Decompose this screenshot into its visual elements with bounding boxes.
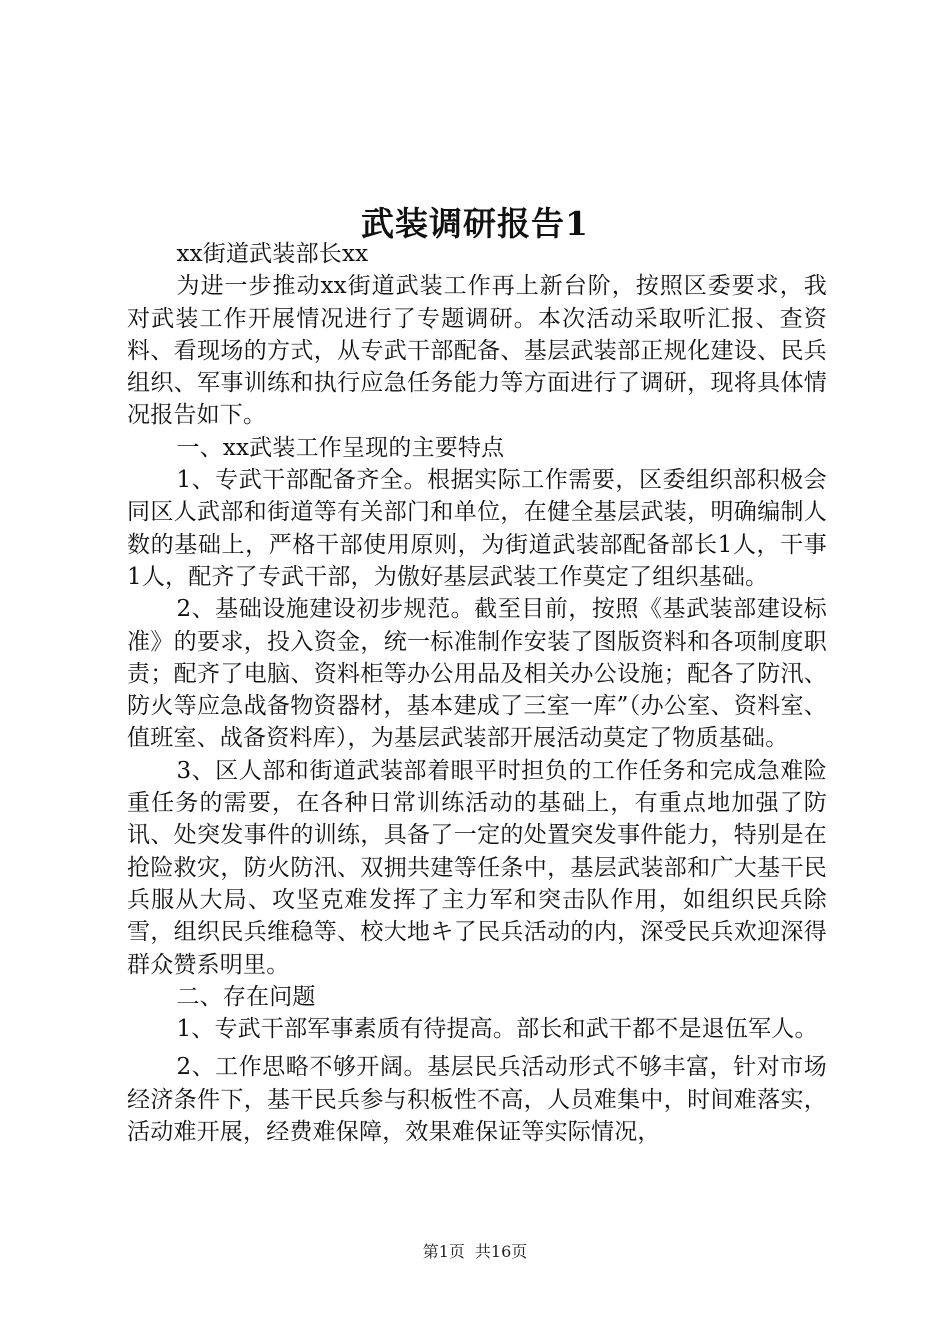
page-footer <box>0 1242 950 1261</box>
section-heading-problems: 二、存在问题 <box>176 983 316 1010</box>
section-heading-features: 一、xx武装工作呈现的主要特点 <box>176 434 505 461</box>
page-number: 第1页 <box>422 1242 465 1261</box>
document-body <box>127 238 827 1148</box>
paragraph-cadre-staffing: 1、专武干部配备齐全。根据实际工作需要，区委组织部积极会同区人武部和街道等有关部门和单位，在健全基层武装，明确编制人数的基础上，严格干部使用原则，为街道武装部配备部长1人，干事1人，配齐了专武干部，为傲好基层武装工作莫定了组织基础。 <box>127 467 827 590</box>
paragraph-emergency-training: 3、区人部和街道武装部着眼平时担负的工作任务和完成急难险重任务的需要，在各种日常训练活动的基础上，有重点地加强了防讯、处突发事件的训练，具备了一定的处置突发事件能力，特别是在抢险救灾，防火防汛、双拥共建等任条中，基层武装部和广大基干民兵服从大局、攻坚克难发挥了主力军和突击队作用，如组织民兵除雪，组织民兵维稳等、校大地キ了民兵活动的内，深受民兵欢迎深得群众赞系明里。 <box>127 757 827 978</box>
page-total: 共16页 <box>474 1242 528 1261</box>
paragraph-work-ideas: 2、工作思略不够开阔。基层民兵活动形式不够丰富，针对市场经济条件下，基干民兵参与积板性不高，人员难集中，时间难落实，活动难开展，经费难保障，效果难保证等实际情况， <box>127 1054 827 1146</box>
intro-paragraph: 为进一步推动xx街道武装工作再上新台阶，按照区委要求，我对武装工作开展情况进行了专题调研。本次活动采取听汇报、查资料、看现场的方式，从专武干部配备、基层武装部正规化建设、民兵组织、军事训练和执行应急任务能力等方面进行了调研，现将具体情况报告如下。 <box>127 273 827 429</box>
author-line: xx街道武装部长xx <box>176 241 369 267</box>
document-title: 武装调研报告1 <box>361 204 589 244</box>
paragraph-military-quality: 1、专武干部军事素质有待提高。部长和武干都不是退伍军人。 <box>176 1016 818 1043</box>
paragraph-infrastructure: 2、基础设施建设初步规范。截至目前，按照《基武装部建设标准》的要求，投入资金，统一标准制作安装了图版资料和各项制度职责；配齐了电脑、资料柜等办公用品及相关办公设施；配各了防汛、防火等应急战备物资器材，基本建成了三室一库”（办公室、资料室、值班室、战备资料库），为基层武装部开展活动莫定了物质基础。 <box>127 596 827 752</box>
